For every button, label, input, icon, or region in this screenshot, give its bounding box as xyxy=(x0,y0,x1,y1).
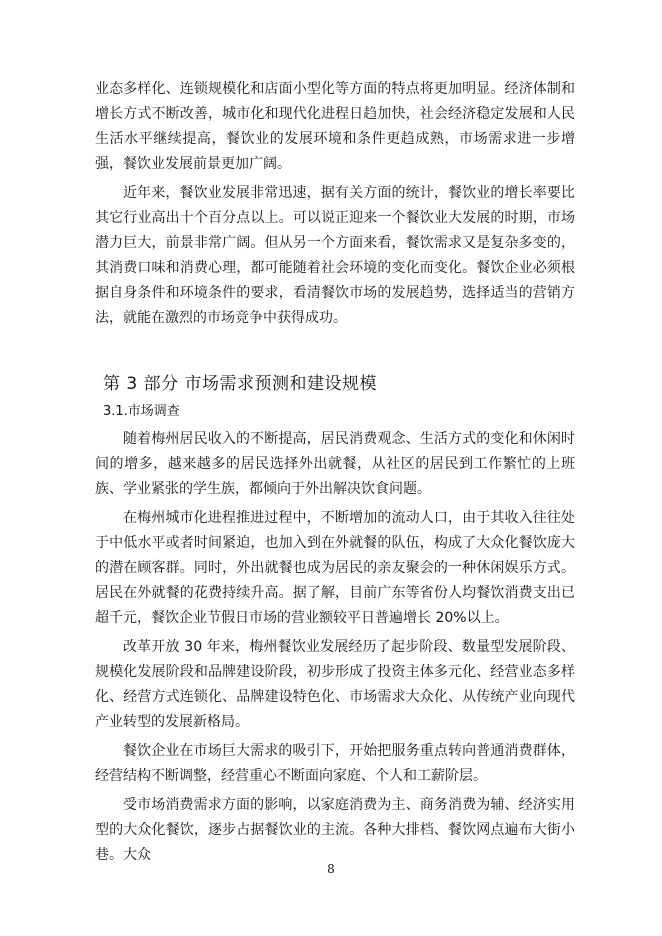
body-paragraph: 近年来，餐饮业发展非常迅速，据有关方面的统计，餐饮业的增长率要比其它行业高出十个百分点以上。可以说正迎来一个餐饮业大发展的时期，市场潜力巨大，前景非常广阔。但从另一个方面来看，餐饮需求又是复杂多变的，其消费口味和消费心理，都可能随着社会环境的变化而变化。餐饮企业必须根据自身条件和环境条件的要求，看清餐饮市场的发展趋势，选择适当的营销方法，就能在激烈的市场竞争中获得成功。 xyxy=(95,185,575,326)
body-paragraph: 业态多样化、连锁规模化和店面小型化等方面的特点将更加明显。经济体制和增长方式不断改善，城市化和现代化进程日趋加快，社会经济稳定发展和人民生活水平继续提高，餐饮业的发展环境和条件更趋成熟，市场需求进一步增强，餐饮业发展前景更加广阔。 xyxy=(95,81,575,172)
bottom-text-block xyxy=(95,427,575,868)
body-paragraph: 随着梅州居民收入的不断提高，居民消费观念、生活方式的变化和休闲时间的增多，越来越多的居民选择外出就餐，从社区的居民到工作繁忙的上班族、学业紧张的学生族，都倾向于外出解决饮食问题。 xyxy=(95,431,575,497)
body-paragraph: 餐饮企业在市场巨大需求的吸引下，开始把服务重点转向普通消费群体，经营结构不断调整，经营重心不断面向家庭、个人和工薪阶层。 xyxy=(95,743,575,784)
subsection-heading: 3.1.市场调查 xyxy=(103,404,180,419)
section-heading: 第 3 部分 市场需求预测和建设规模 xyxy=(103,374,378,394)
top-text-block xyxy=(95,77,575,331)
body-paragraph: 受市场消费需求方面的影响，以家庭消费为主、商务消费为辅、经济实用型的大众化餐饮，逐步占据餐饮业的主流。各种大排档、餐饮网点遍布大街小巷。大众 xyxy=(95,797,575,863)
body-paragraph: 改革开放 30 年来，梅州餐饮业发展经历了起步阶段、数量型发展阶段、规模化发展阶段和品牌建设阶段，初步形成了投资主体多元化、经营业态多样化、经营方式连锁化、品牌建设特色化、市场需求大众化、从传统产业向现代产业转型的发展新格局。 xyxy=(95,639,575,730)
body-paragraph: 在梅州城市化进程推进过程中，不断增加的流动人口，由于其收入往往处于中低水平或者时间紧迫，也加入到在外就餐的队伍，构成了大众化餐饮庞大的潜在顾客群。同时，外出就餐也成为居民的亲友聚会的一种休闲娱乐方式。居民在外就餐的花费持续升高。据了解，目前广东等省份人均餐饮消费支出已超千元，餐饮企业节假日市场的营业额较平日普遍增长 20%以上。 xyxy=(95,510,575,626)
page-number: 8 xyxy=(327,862,335,876)
